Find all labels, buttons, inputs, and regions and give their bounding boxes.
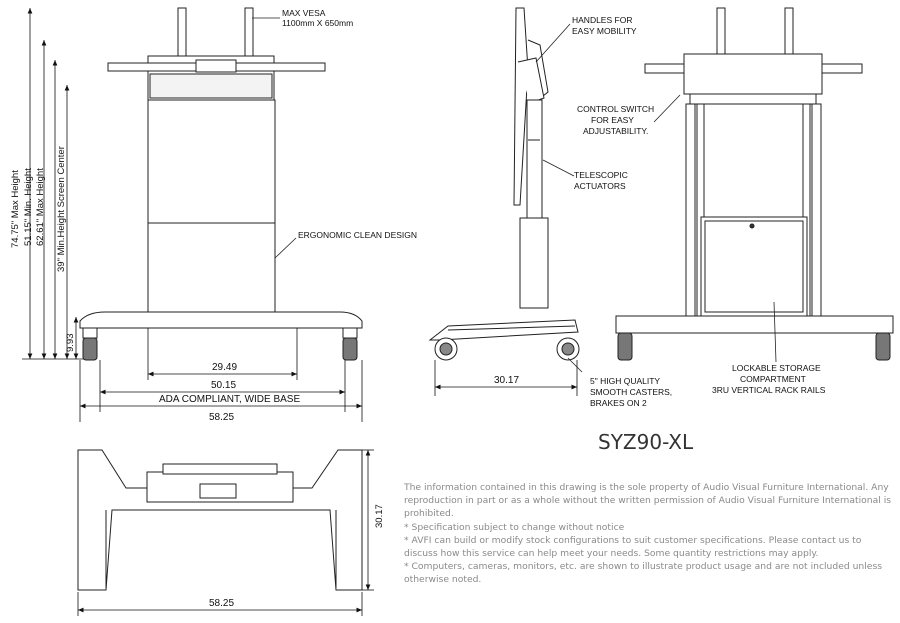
mid-width-dim: 50.15 bbox=[211, 380, 237, 391]
back-view bbox=[616, 8, 893, 362]
control-switch-label-line1: CONTROL SWITCH bbox=[577, 104, 655, 114]
telescopic-label-line2: ACTUATORS bbox=[574, 181, 626, 191]
ada-label: ADA COMPLIANT, WIDE BASE bbox=[159, 394, 301, 405]
side-depth-dim: 30.17 bbox=[494, 375, 520, 386]
note-specification: * Specification subject to change without notice bbox=[404, 521, 625, 533]
control-switch-label-line3: ADJUSTABILITY. bbox=[583, 126, 649, 136]
side-view bbox=[430, 8, 582, 372]
handles-label-line2: EASY MOBILITY bbox=[572, 26, 637, 36]
front-view bbox=[80, 8, 362, 360]
note-ownership: The information contained in this drawing is the sole property of Audio Visual Furniture International. Any reproduction in part or as a whole without the written permission of Audio Visual Furniture International is prohibited. bbox=[404, 482, 892, 520]
note-customization: * AVFI can build or modify stock configurations to suit customer specifications. Please contact us to discuss how this service can help meet your needs. Some quantity restrictions may apply. bbox=[404, 534, 862, 560]
ergonomic-label: ERGONOMIC CLEAN DESIGN bbox=[298, 230, 418, 240]
screen-center-dim: 39" Min.Height Screen Center bbox=[56, 146, 67, 272]
disclaimer-notes bbox=[404, 481, 892, 587]
control-switch-label-line2: FOR EASY bbox=[591, 115, 634, 125]
storage-label-line3: 3RU VERTICAL RACK RAILS bbox=[712, 385, 826, 395]
casters-label-line1: 5" HIGH QUALITY bbox=[590, 376, 661, 386]
model-name: SYZ90-XL bbox=[598, 430, 694, 454]
plan-width-dim: 58.25 bbox=[209, 598, 235, 609]
telescopic-label-line1: TELESCOPIC bbox=[574, 170, 628, 180]
base-height-dim: 9.93 bbox=[65, 333, 76, 352]
min-height-dim: 51.15" Min. Height bbox=[23, 168, 34, 246]
max-height2-dim: 62.61" Max Height bbox=[35, 168, 46, 246]
note-product-usage: * Computers, cameras, monitors, etc. are shown to illustrate product usage and are not included unless otherwise noted. bbox=[404, 561, 883, 586]
inner-width-dim: 29.49 bbox=[212, 362, 238, 373]
vesa-size-label: 1100mm X 650mm bbox=[282, 18, 354, 28]
storage-label-line1: LOCKABLE STORAGE bbox=[732, 363, 821, 373]
handles-label-line1: HANDLES FOR bbox=[572, 15, 633, 25]
plan-view bbox=[78, 450, 362, 590]
plan-depth-dim: 30.17 bbox=[374, 504, 385, 528]
max-height-dim: 74.75" Max Height bbox=[10, 170, 21, 248]
full-width-dim: 58.25 bbox=[209, 412, 235, 423]
max-vesa-label: MAX VESA bbox=[282, 8, 326, 18]
casters-label-line2: SMOOTH CASTERS, bbox=[590, 387, 673, 397]
storage-label-line2: COMPARTMENT bbox=[740, 374, 806, 384]
casters-label-line3: BRAKES ON 2 bbox=[590, 398, 647, 408]
